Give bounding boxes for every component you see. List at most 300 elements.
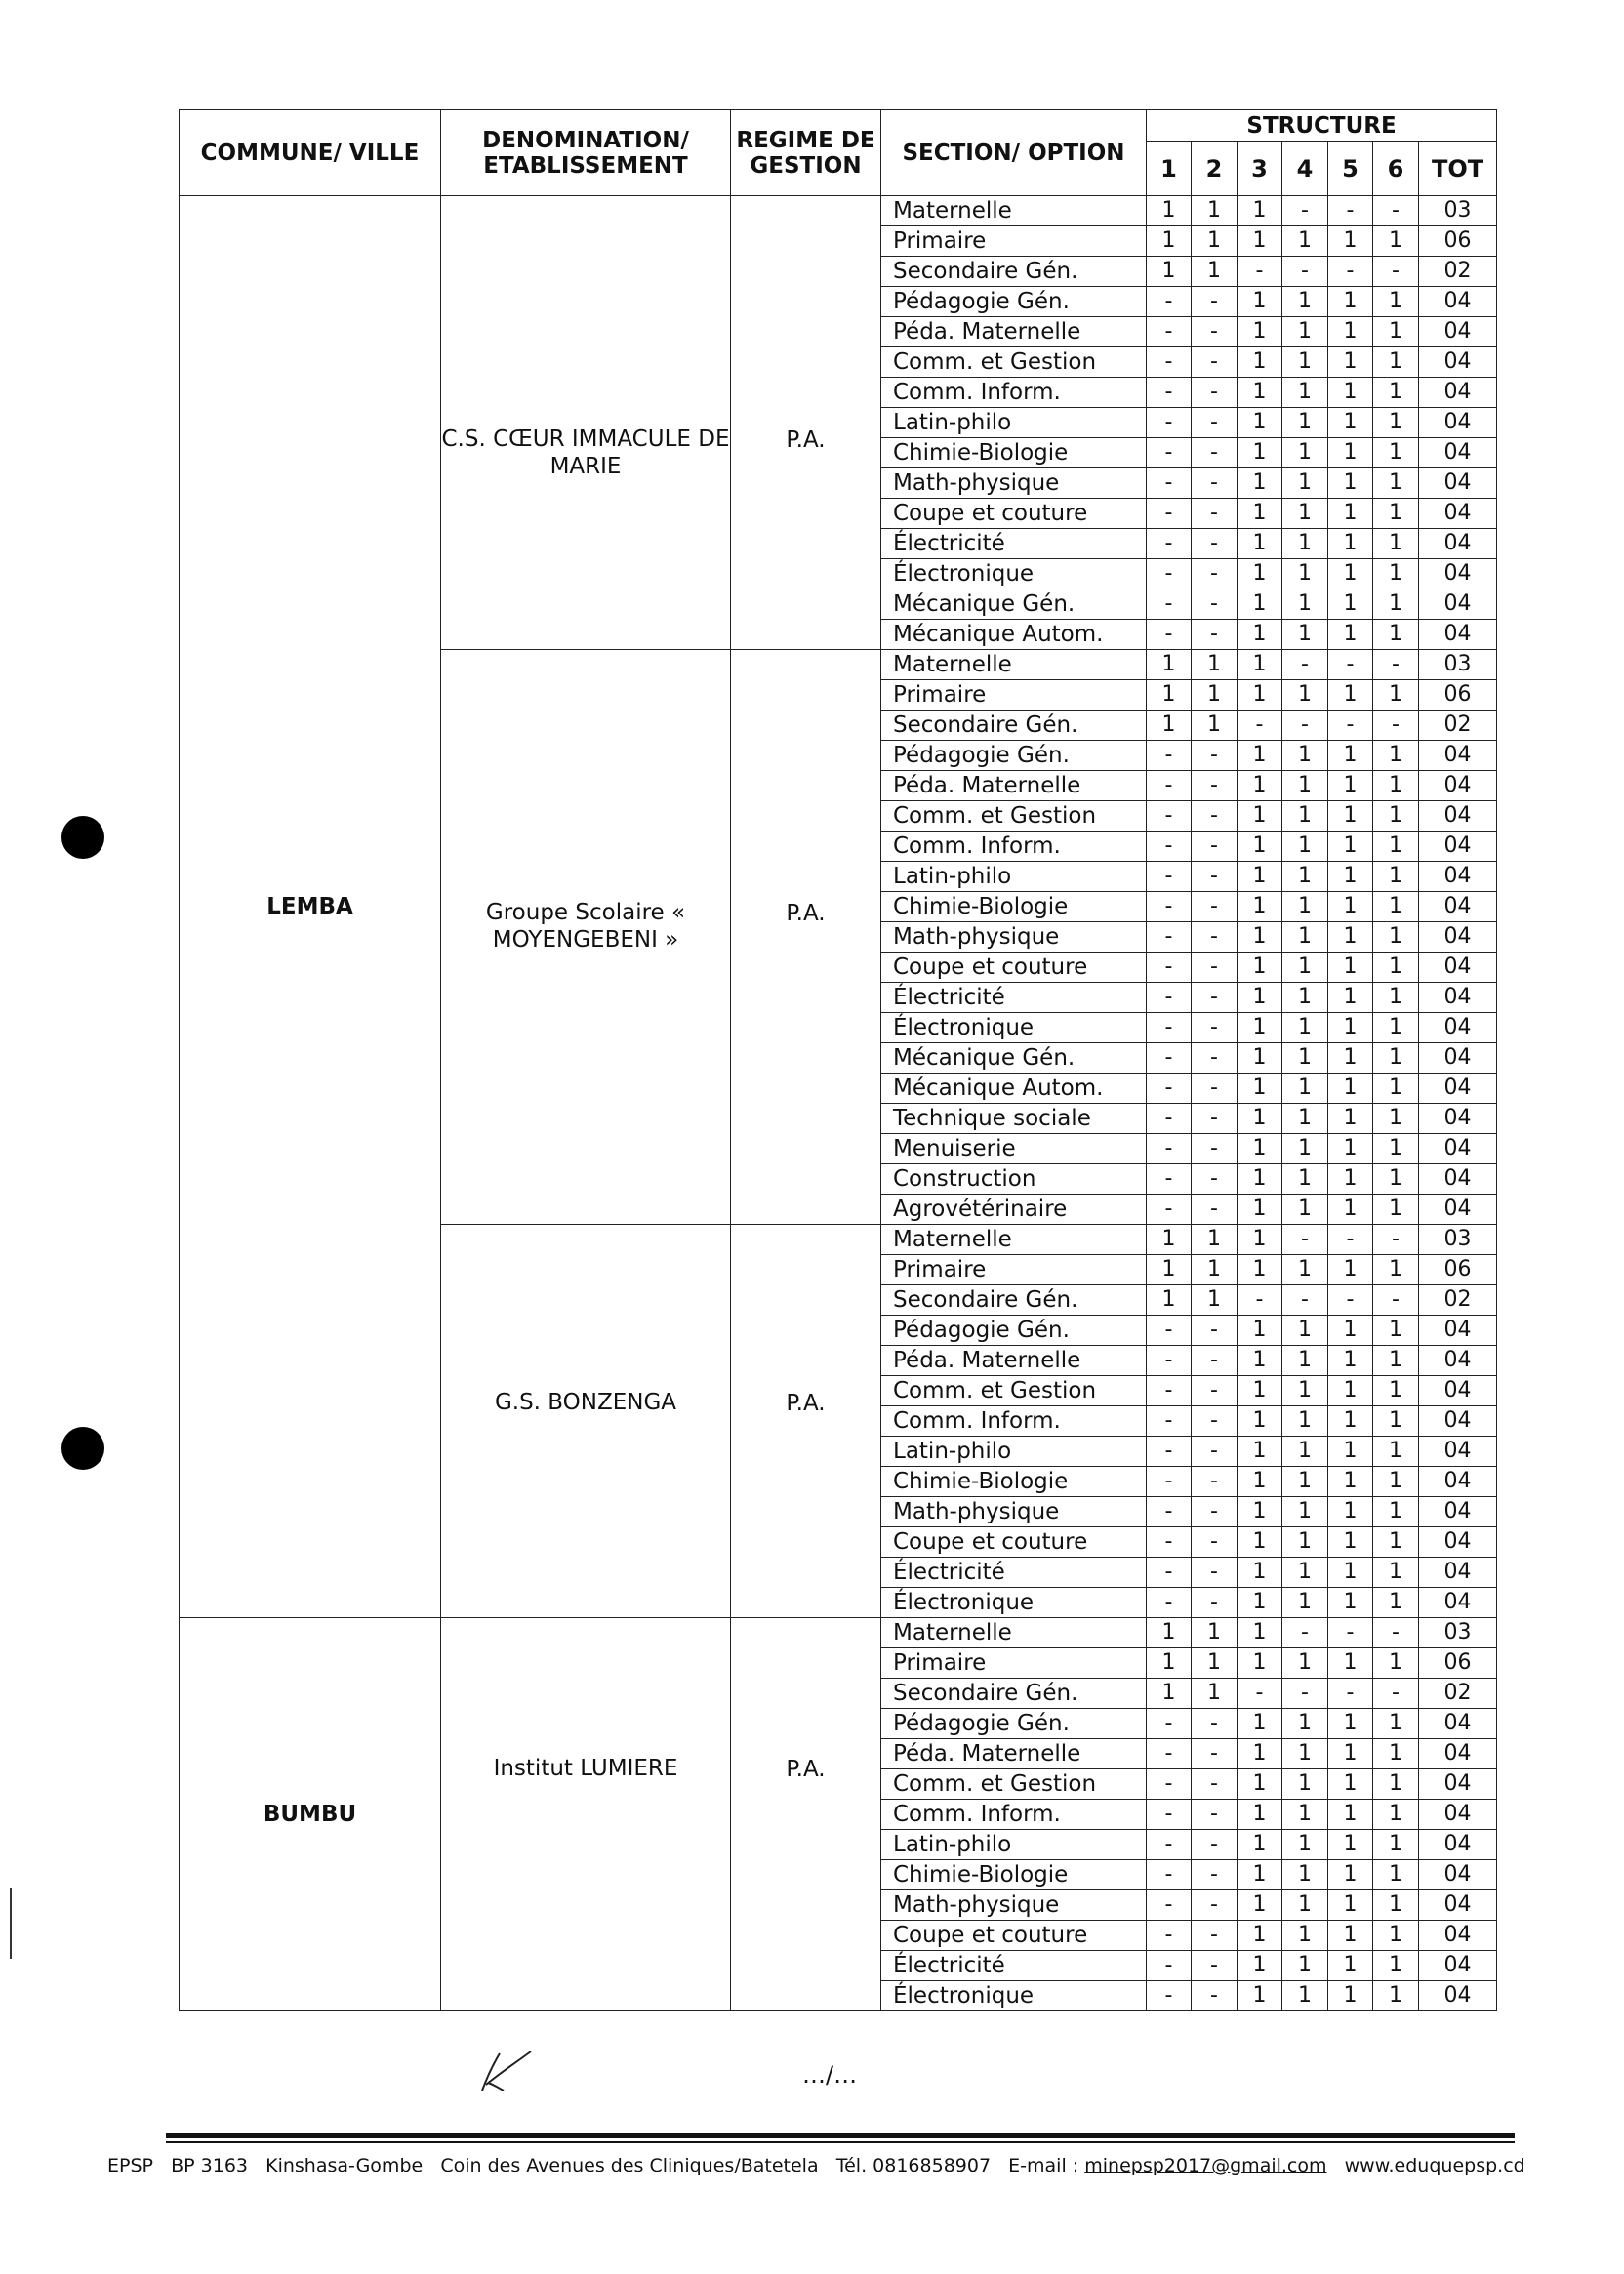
structure-cell: 1 bbox=[1238, 983, 1282, 1013]
total-cell: 04 bbox=[1419, 832, 1497, 862]
footer-tel: Tél. 0816858907 bbox=[835, 2155, 992, 2176]
option-cell: Comm. Inform. bbox=[881, 1800, 1147, 1830]
option-cell: Latin-philo bbox=[881, 1437, 1147, 1467]
total-cell: 04 bbox=[1419, 1074, 1497, 1104]
structure-cell: 1 bbox=[1373, 741, 1419, 771]
structure-cell: 1 bbox=[1238, 1951, 1282, 1981]
structure-cell: 1 bbox=[1282, 1437, 1328, 1467]
total-cell: 04 bbox=[1419, 1316, 1497, 1346]
structure-cell: 1 bbox=[1373, 1074, 1419, 1104]
structure-cell: - bbox=[1192, 408, 1238, 438]
structure-cell: 1 bbox=[1328, 1437, 1373, 1467]
structure-cell: 1 bbox=[1373, 1769, 1419, 1800]
structure-cell: 1 bbox=[1373, 983, 1419, 1013]
structure-cell: 1 bbox=[1282, 1527, 1328, 1558]
header-col-2: 2 bbox=[1192, 142, 1238, 196]
structure-cell: 1 bbox=[1238, 862, 1282, 892]
structure-cell: - bbox=[1328, 650, 1373, 680]
structure-cell: 1 bbox=[1328, 1255, 1373, 1285]
structure-cell: 1 bbox=[1192, 711, 1238, 741]
structure-cell: 1 bbox=[1238, 1769, 1282, 1800]
structure-cell: 1 bbox=[1373, 1255, 1419, 1285]
structure-cell: - bbox=[1192, 1558, 1238, 1588]
structure-cell: 1 bbox=[1328, 620, 1373, 650]
structure-cell: 1 bbox=[1373, 1346, 1419, 1376]
structure-cell: - bbox=[1147, 1316, 1192, 1346]
option-cell: Latin-philo bbox=[881, 1830, 1147, 1860]
structure-cell: 1 bbox=[1373, 771, 1419, 801]
option-cell: Électronique bbox=[881, 1013, 1147, 1043]
punch-hole-bottom bbox=[61, 1427, 104, 1470]
structure-cell: 1 bbox=[1282, 378, 1328, 408]
option-cell: Coupe et couture bbox=[881, 499, 1147, 529]
total-cell: 03 bbox=[1419, 1225, 1497, 1255]
structure-cell: - bbox=[1147, 468, 1192, 499]
structure-cell: 1 bbox=[1192, 1679, 1238, 1709]
total-cell: 04 bbox=[1419, 317, 1497, 347]
structure-cell: - bbox=[1147, 1588, 1192, 1618]
structure-cell: 1 bbox=[1328, 953, 1373, 983]
structure-cell: 1 bbox=[1282, 347, 1328, 378]
structure-cell: 1 bbox=[1147, 711, 1192, 741]
structure-cell: 1 bbox=[1373, 287, 1419, 317]
header-col-6: 6 bbox=[1373, 142, 1419, 196]
structure-cell: - bbox=[1147, 1406, 1192, 1437]
option-cell: Primaire bbox=[881, 226, 1147, 257]
option-cell: Électricité bbox=[881, 529, 1147, 559]
structure-cell: 1 bbox=[1373, 347, 1419, 378]
structure-cell: 1 bbox=[1282, 832, 1328, 862]
structure-cell: 1 bbox=[1373, 1013, 1419, 1043]
structure-cell: - bbox=[1192, 1769, 1238, 1800]
total-cell: 04 bbox=[1419, 1376, 1497, 1406]
structure-cell: 1 bbox=[1373, 1860, 1419, 1890]
structure-cell: 1 bbox=[1238, 1497, 1282, 1527]
structure-cell: 1 bbox=[1192, 226, 1238, 257]
structure-cell: - bbox=[1147, 1134, 1192, 1164]
structure-cell: 1 bbox=[1328, 680, 1373, 711]
commune-cell: BUMBU bbox=[180, 1618, 441, 2011]
structure-cell: 1 bbox=[1282, 1709, 1328, 1739]
structure-cell: 1 bbox=[1238, 771, 1282, 801]
option-cell: Secondaire Gén. bbox=[881, 257, 1147, 287]
total-cell: 04 bbox=[1419, 1497, 1497, 1527]
structure-cell: 1 bbox=[1328, 1195, 1373, 1225]
structure-cell: 1 bbox=[1373, 1376, 1419, 1406]
structure-cell: 1 bbox=[1373, 226, 1419, 257]
total-cell: 04 bbox=[1419, 953, 1497, 983]
structure-cell: 1 bbox=[1238, 438, 1282, 468]
structure-cell: 1 bbox=[1373, 1981, 1419, 2011]
option-cell: Pédagogie Gén. bbox=[881, 1709, 1147, 1739]
structure-cell: - bbox=[1147, 378, 1192, 408]
handwritten-paraph bbox=[478, 2046, 537, 2098]
option-cell: Électricité bbox=[881, 983, 1147, 1013]
structure-cell: - bbox=[1328, 257, 1373, 287]
structure-cell: - bbox=[1147, 438, 1192, 468]
structure-cell: 1 bbox=[1373, 468, 1419, 499]
structure-cell: 1 bbox=[1282, 1890, 1328, 1921]
structure-cell: 1 bbox=[1238, 1043, 1282, 1074]
structure-cell: - bbox=[1147, 862, 1192, 892]
structure-cell: - bbox=[1192, 922, 1238, 953]
header-denomination: DENOMINATION/ ETABLISSEMENT bbox=[441, 110, 731, 196]
structure-cell: - bbox=[1147, 1951, 1192, 1981]
option-cell: Secondaire Gén. bbox=[881, 1679, 1147, 1709]
structure-cell: 1 bbox=[1373, 620, 1419, 650]
structure-cell: 1 bbox=[1238, 922, 1282, 953]
footer-website[interactable]: www.eduquepsp.cd bbox=[1344, 2155, 1525, 2176]
total-cell: 04 bbox=[1419, 408, 1497, 438]
option-cell: Math-physique bbox=[881, 1890, 1147, 1921]
structure-cell: 1 bbox=[1282, 1648, 1328, 1679]
structure-cell: 1 bbox=[1328, 1316, 1373, 1346]
total-cell: 04 bbox=[1419, 1830, 1497, 1860]
structure-cell: - bbox=[1192, 529, 1238, 559]
structure-cell: - bbox=[1373, 711, 1419, 741]
structure-cell: 1 bbox=[1328, 1860, 1373, 1890]
option-cell: Pédagogie Gén. bbox=[881, 741, 1147, 771]
structure-cell: 1 bbox=[1328, 1376, 1373, 1406]
structure-cell: - bbox=[1282, 196, 1328, 226]
structure-cell: 1 bbox=[1328, 438, 1373, 468]
structure-cell: 1 bbox=[1328, 1406, 1373, 1437]
total-cell: 06 bbox=[1419, 226, 1497, 257]
structure-cell: 1 bbox=[1373, 1527, 1419, 1558]
structure-cell: 1 bbox=[1238, 226, 1282, 257]
structure-cell: - bbox=[1147, 953, 1192, 983]
structure-cell: 1 bbox=[1282, 1860, 1328, 1890]
total-cell: 04 bbox=[1419, 287, 1497, 317]
structure-cell: - bbox=[1282, 1285, 1328, 1316]
structure-cell: 1 bbox=[1282, 1346, 1328, 1376]
total-cell: 04 bbox=[1419, 1013, 1497, 1043]
structure-cell: 1 bbox=[1238, 741, 1282, 771]
structure-cell: 1 bbox=[1328, 1467, 1373, 1497]
option-cell: Latin-philo bbox=[881, 862, 1147, 892]
footer-org: EPSP bbox=[107, 2155, 153, 2176]
option-cell: Secondaire Gén. bbox=[881, 711, 1147, 741]
header-col-1: 1 bbox=[1147, 142, 1192, 196]
structure-cell: 1 bbox=[1192, 1255, 1238, 1285]
structure-cell: - bbox=[1192, 317, 1238, 347]
punch-hole-top bbox=[61, 816, 104, 859]
header-regime: REGIME DE GESTION bbox=[731, 110, 881, 196]
structure-cell: 1 bbox=[1282, 1406, 1328, 1437]
structure-cell: 1 bbox=[1238, 1588, 1282, 1618]
structure-cell: 1 bbox=[1282, 559, 1328, 589]
total-cell: 04 bbox=[1419, 378, 1497, 408]
structure-cell: - bbox=[1147, 1800, 1192, 1830]
option-cell: Construction bbox=[881, 1164, 1147, 1195]
total-cell: 02 bbox=[1419, 1285, 1497, 1316]
header-section: SECTION/ OPTION bbox=[881, 110, 1147, 196]
total-cell: 04 bbox=[1419, 559, 1497, 589]
structure-cell: 1 bbox=[1147, 1648, 1192, 1679]
footer-email-label: E-mail : bbox=[1008, 2155, 1079, 2176]
option-cell: Pédagogie Gén. bbox=[881, 1316, 1147, 1346]
structure-cell: - bbox=[1192, 1013, 1238, 1043]
option-cell: Maternelle bbox=[881, 1225, 1147, 1255]
structure-cell: - bbox=[1192, 1860, 1238, 1890]
structure-cell: 1 bbox=[1328, 1074, 1373, 1104]
structure-cell: - bbox=[1282, 711, 1328, 741]
structure-cell: 1 bbox=[1328, 1346, 1373, 1376]
structure-cell: 1 bbox=[1238, 1860, 1282, 1890]
structure-cell: 1 bbox=[1373, 1406, 1419, 1437]
structure-cell: 1 bbox=[1147, 650, 1192, 680]
regime-cell bbox=[731, 196, 881, 650]
structure-cell: 1 bbox=[1282, 1376, 1328, 1406]
structure-cell: 1 bbox=[1238, 559, 1282, 589]
structure-cell: 1 bbox=[1238, 1376, 1282, 1406]
structure-cell: 1 bbox=[1373, 953, 1419, 983]
total-cell: 06 bbox=[1419, 1648, 1497, 1679]
structure-cell: - bbox=[1282, 1618, 1328, 1648]
option-cell: Comm. Inform. bbox=[881, 1406, 1147, 1437]
option-cell: Comm. Inform. bbox=[881, 378, 1147, 408]
structure-cell: - bbox=[1192, 1830, 1238, 1860]
total-cell: 04 bbox=[1419, 862, 1497, 892]
option-cell: Mécanique Gén. bbox=[881, 589, 1147, 620]
structure-cell: 1 bbox=[1238, 620, 1282, 650]
total-cell: 04 bbox=[1419, 1134, 1497, 1164]
structure-cell: - bbox=[1192, 1467, 1238, 1497]
structure-cell: 1 bbox=[1238, 1225, 1282, 1255]
header-col-5: 5 bbox=[1328, 142, 1373, 196]
total-cell: 04 bbox=[1419, 1104, 1497, 1134]
structure-cell: - bbox=[1328, 1679, 1373, 1709]
structure-cell: 1 bbox=[1238, 347, 1282, 378]
table-row bbox=[180, 1618, 1497, 1648]
structure-cell: 1 bbox=[1282, 1981, 1328, 2011]
structure-cell: 1 bbox=[1147, 1618, 1192, 1648]
structure-cell: 1 bbox=[1328, 499, 1373, 529]
total-cell: 03 bbox=[1419, 650, 1497, 680]
structure-cell: 1 bbox=[1328, 801, 1373, 832]
structure-cell: - bbox=[1147, 620, 1192, 650]
structure-cell: - bbox=[1373, 1679, 1419, 1709]
structure-cell: 1 bbox=[1238, 650, 1282, 680]
total-cell: 04 bbox=[1419, 983, 1497, 1013]
structure-cell: - bbox=[1238, 1285, 1282, 1316]
establishment-name: G.S. BONZENGA bbox=[494, 1390, 677, 1415]
structure-cell: 1 bbox=[1373, 317, 1419, 347]
structure-cell: 1 bbox=[1282, 1043, 1328, 1074]
footer-email[interactable]: minepsp2017@gmail.com bbox=[1084, 2155, 1327, 2176]
option-cell: Agrovétérinaire bbox=[881, 1195, 1147, 1225]
option-cell: Math-physique bbox=[881, 922, 1147, 953]
structure-cell: 1 bbox=[1238, 801, 1282, 832]
structure-cell: 1 bbox=[1328, 1951, 1373, 1981]
structure-cell: - bbox=[1373, 1225, 1419, 1255]
structure-cell: 1 bbox=[1373, 1830, 1419, 1860]
option-cell: Math-physique bbox=[881, 1497, 1147, 1527]
structure-cell: 1 bbox=[1282, 983, 1328, 1013]
structure-cell: 1 bbox=[1328, 378, 1373, 408]
structure-cell: 1 bbox=[1373, 1134, 1419, 1164]
continuation-mark: …/… bbox=[802, 2061, 858, 2089]
structure-cell: 1 bbox=[1328, 1558, 1373, 1588]
structure-cell: 1 bbox=[1238, 1800, 1282, 1830]
structure-cell: 1 bbox=[1147, 680, 1192, 711]
footer-rule-thick bbox=[166, 2133, 1515, 2138]
structure-cell: 1 bbox=[1192, 1618, 1238, 1648]
structure-cell: - bbox=[1192, 1134, 1238, 1164]
structure-cell: 1 bbox=[1373, 1588, 1419, 1618]
structure-cell: - bbox=[1147, 801, 1192, 832]
structure-cell: 1 bbox=[1238, 1104, 1282, 1134]
footer-bp: BP 3163 bbox=[171, 2155, 248, 2176]
footer-address: Coin des Avenues des Cliniques/Batetela bbox=[440, 2155, 819, 2176]
structure-cell: 1 bbox=[1373, 832, 1419, 862]
total-cell: 04 bbox=[1419, 529, 1497, 559]
header-col-4: 4 bbox=[1282, 142, 1328, 196]
total-cell: 03 bbox=[1419, 1618, 1497, 1648]
margin-mark bbox=[10, 1888, 12, 1959]
structure-cell: - bbox=[1147, 1013, 1192, 1043]
total-cell: 04 bbox=[1419, 620, 1497, 650]
structure-cell: 1 bbox=[1192, 196, 1238, 226]
total-cell: 04 bbox=[1419, 1558, 1497, 1588]
structure-cell: 1 bbox=[1238, 1527, 1282, 1558]
structure-cell: 1 bbox=[1192, 650, 1238, 680]
structure-cell: 1 bbox=[1238, 1467, 1282, 1497]
structure-cell: - bbox=[1147, 771, 1192, 801]
structure-cell: - bbox=[1147, 1164, 1192, 1195]
total-cell: 06 bbox=[1419, 1255, 1497, 1285]
structure-cell: 1 bbox=[1282, 680, 1328, 711]
structure-cell: - bbox=[1147, 741, 1192, 771]
establishment-name: Institut LUMIERE bbox=[493, 1756, 678, 1781]
structure-cell: - bbox=[1192, 1104, 1238, 1134]
structure-cell: 1 bbox=[1282, 953, 1328, 983]
option-cell: Coupe et couture bbox=[881, 953, 1147, 983]
total-cell: 04 bbox=[1419, 1921, 1497, 1951]
structure-cell: 1 bbox=[1373, 1195, 1419, 1225]
structure-cell: 1 bbox=[1282, 1195, 1328, 1225]
option-cell: Chimie-Biologie bbox=[881, 1467, 1147, 1497]
option-cell: Électronique bbox=[881, 1588, 1147, 1618]
structure-cell: 1 bbox=[1373, 892, 1419, 922]
structure-cell: 1 bbox=[1282, 589, 1328, 620]
option-cell: Chimie-Biologie bbox=[881, 1860, 1147, 1890]
option-cell: Maternelle bbox=[881, 650, 1147, 680]
structure-cell: - bbox=[1147, 1074, 1192, 1104]
total-cell: 04 bbox=[1419, 1769, 1497, 1800]
structure-cell: - bbox=[1147, 1346, 1192, 1376]
structure-cell: - bbox=[1147, 1709, 1192, 1739]
structure-cell: 1 bbox=[1147, 1679, 1192, 1709]
structure-cell: 1 bbox=[1328, 771, 1373, 801]
structure-cell: - bbox=[1192, 1497, 1238, 1527]
structure-cell: 1 bbox=[1328, 1769, 1373, 1800]
option-cell: Électronique bbox=[881, 1981, 1147, 2011]
structure-cell: - bbox=[1192, 892, 1238, 922]
structure-cell: 1 bbox=[1373, 1558, 1419, 1588]
structure-cell: - bbox=[1147, 589, 1192, 620]
option-cell: Maternelle bbox=[881, 1618, 1147, 1648]
structure-cell: 1 bbox=[1238, 1255, 1282, 1285]
structure-cell: 1 bbox=[1282, 1164, 1328, 1195]
structure-cell: 1 bbox=[1373, 1709, 1419, 1739]
structure-cell: - bbox=[1192, 438, 1238, 468]
structure-cell: 1 bbox=[1238, 1739, 1282, 1769]
structure-cell: 1 bbox=[1373, 1890, 1419, 1921]
structure-cell: 1 bbox=[1282, 287, 1328, 317]
structure-cell: - bbox=[1192, 468, 1238, 499]
structure-cell: - bbox=[1192, 771, 1238, 801]
structure-cell: 1 bbox=[1328, 408, 1373, 438]
structure-cell: 1 bbox=[1328, 1981, 1373, 2011]
structure-cell: 1 bbox=[1373, 529, 1419, 559]
structure-cell: - bbox=[1192, 862, 1238, 892]
total-cell: 04 bbox=[1419, 1981, 1497, 2011]
structure-cell: - bbox=[1192, 832, 1238, 862]
structure-cell: 1 bbox=[1282, 408, 1328, 438]
option-cell: Électricité bbox=[881, 1558, 1147, 1588]
structure-cell: 1 bbox=[1147, 1255, 1192, 1285]
total-cell: 04 bbox=[1419, 892, 1497, 922]
structure-cell: - bbox=[1147, 983, 1192, 1013]
structure-cell: 1 bbox=[1328, 1527, 1373, 1558]
option-cell: Latin-philo bbox=[881, 408, 1147, 438]
structure-cell: 1 bbox=[1373, 1043, 1419, 1074]
option-cell: Mécanique Autom. bbox=[881, 1074, 1147, 1104]
structure-cell: 1 bbox=[1238, 1164, 1282, 1195]
structure-cell: 1 bbox=[1147, 196, 1192, 226]
structure-cell: 1 bbox=[1282, 468, 1328, 499]
regime-cell bbox=[731, 1618, 881, 2011]
structure-cell: - bbox=[1147, 1981, 1192, 2011]
total-cell: 04 bbox=[1419, 801, 1497, 832]
total-cell: 02 bbox=[1419, 257, 1497, 287]
structure-cell: 1 bbox=[1328, 1164, 1373, 1195]
structure-cell: - bbox=[1328, 196, 1373, 226]
structure-cell: 1 bbox=[1192, 680, 1238, 711]
regime-value: P.A. bbox=[786, 1391, 826, 1416]
structure-cell: - bbox=[1147, 1195, 1192, 1225]
option-cell: Péda. Maternelle bbox=[881, 771, 1147, 801]
structure-cell: 1 bbox=[1328, 832, 1373, 862]
header-structure: STRUCTURE bbox=[1147, 110, 1497, 142]
structure-cell: 1 bbox=[1373, 589, 1419, 620]
total-cell: 02 bbox=[1419, 1679, 1497, 1709]
structure-cell: 1 bbox=[1282, 620, 1328, 650]
structure-cell: 1 bbox=[1282, 1134, 1328, 1164]
structure-cell: 1 bbox=[1328, 287, 1373, 317]
option-cell: Math-physique bbox=[881, 468, 1147, 499]
structure-cell: 1 bbox=[1192, 257, 1238, 287]
structure-cell: 1 bbox=[1282, 1951, 1328, 1981]
structure-cell: 1 bbox=[1328, 1588, 1373, 1618]
regime-value: P.A. bbox=[786, 901, 826, 926]
structure-cell: - bbox=[1282, 1679, 1328, 1709]
structure-cell: - bbox=[1147, 1376, 1192, 1406]
structure-cell: 1 bbox=[1328, 892, 1373, 922]
structure-cell: - bbox=[1328, 1225, 1373, 1255]
structure-cell: - bbox=[1147, 499, 1192, 529]
footer-rule-thin bbox=[166, 2141, 1515, 2143]
structure-cell: 1 bbox=[1238, 499, 1282, 529]
structure-cell: 1 bbox=[1238, 1437, 1282, 1467]
structure-cell: 1 bbox=[1373, 1316, 1419, 1346]
footer-city: Kinshasa-Gombe bbox=[265, 2155, 424, 2176]
structure-cell: - bbox=[1147, 1558, 1192, 1588]
total-cell: 04 bbox=[1419, 1800, 1497, 1830]
structure-cell: 1 bbox=[1373, 1467, 1419, 1497]
structure-cell: 1 bbox=[1238, 1648, 1282, 1679]
